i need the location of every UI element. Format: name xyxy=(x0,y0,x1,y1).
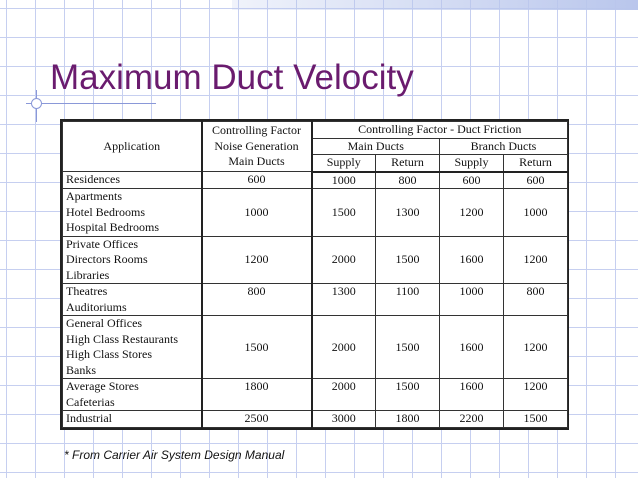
main-return-cell: 1800 xyxy=(376,411,440,428)
branch-supply-cell: 1000 xyxy=(440,284,504,316)
noise-header-line: Controlling Factor xyxy=(212,123,301,138)
velocity-table xyxy=(62,121,568,428)
main-supply-header: Supply xyxy=(312,155,376,172)
main-supply-cell: 1500 xyxy=(312,189,376,237)
application-cell xyxy=(63,284,202,316)
application-line: Banks xyxy=(66,362,96,377)
title-underline xyxy=(26,103,156,104)
application-line: Industrial xyxy=(66,411,112,426)
noise-cell: 1500 xyxy=(202,316,312,379)
application-cell xyxy=(63,172,202,189)
slide-title: Maximum Duct Velocity xyxy=(50,58,414,97)
application-line: Average Stores xyxy=(66,379,139,394)
branch-return-cell: 1200 xyxy=(504,316,568,379)
branch-return-header: Return xyxy=(504,155,568,172)
noise-cell: 2500 xyxy=(202,411,312,428)
noise-cell: 1200 xyxy=(202,236,312,284)
branch-supply-header: Supply xyxy=(440,155,504,172)
branch-supply-cell: 1600 xyxy=(440,316,504,379)
branch-return-cell: 600 xyxy=(504,172,568,189)
main-supply-cell: 2000 xyxy=(312,316,376,379)
table-row xyxy=(63,189,568,237)
table-row xyxy=(63,172,568,189)
table-row xyxy=(63,284,568,316)
main-return-cell: 1300 xyxy=(376,189,440,237)
noise-cell: 600 xyxy=(202,172,312,189)
main-supply-cell: 3000 xyxy=(312,411,376,428)
main-supply-cell: 2000 xyxy=(312,236,376,284)
main-return-cell: 1100 xyxy=(376,284,440,316)
main-return-header: Return xyxy=(376,155,440,172)
application-line: Cafeterias xyxy=(66,394,115,409)
source-footnote: * From Carrier Air System Design Manual xyxy=(64,448,285,462)
application-line: General Offices xyxy=(66,316,143,331)
application-cell xyxy=(63,411,202,428)
main-supply-cell: 1000 xyxy=(312,172,376,189)
branch-supply-cell: 1200 xyxy=(440,189,504,237)
application-line: Apartments xyxy=(66,189,122,204)
branch-return-cell: 800 xyxy=(504,284,568,316)
duct-friction-header: Controlling Factor - Duct Friction xyxy=(312,122,568,139)
top-decor-band xyxy=(232,0,638,10)
main-ducts-header: Main Ducts xyxy=(312,138,440,155)
table-row xyxy=(63,379,568,411)
application-cell xyxy=(63,316,202,379)
branch-return-cell: 1500 xyxy=(504,411,568,428)
table-row xyxy=(63,411,568,428)
application-cell xyxy=(63,236,202,284)
application-line: Libraries xyxy=(66,267,110,282)
branch-supply-cell: 1600 xyxy=(440,236,504,284)
main-supply-cell: 1300 xyxy=(312,284,376,316)
application-line: Private Offices xyxy=(66,236,139,251)
velocity-table-container xyxy=(60,119,569,430)
main-return-cell: 1500 xyxy=(376,316,440,379)
branch-ducts-header: Branch Ducts xyxy=(440,138,568,155)
application-line: Auditoriums xyxy=(66,299,127,314)
application-line: High Class Restaurants xyxy=(66,331,178,346)
branch-supply-cell: 600 xyxy=(440,172,504,189)
application-cell xyxy=(63,379,202,411)
branch-return-cell: 1200 xyxy=(504,379,568,411)
table-row xyxy=(63,236,568,284)
title-decor-circle xyxy=(31,98,42,109)
application-line: High Class Stores xyxy=(66,347,153,362)
noise-cell: 800 xyxy=(202,284,312,316)
application-line: Directors Rooms xyxy=(66,252,148,267)
application-line: Theatres xyxy=(66,284,108,299)
noise-cell: 1000 xyxy=(202,189,312,237)
application-line: Hotel Bedrooms xyxy=(66,204,145,219)
application-line: Hospital Bedrooms xyxy=(66,220,159,235)
application-header: Application xyxy=(63,122,202,172)
main-supply-cell: 2000 xyxy=(312,379,376,411)
noise-header-line: Noise Generation xyxy=(214,138,299,153)
branch-return-cell: 1000 xyxy=(504,189,568,237)
branch-supply-cell: 2200 xyxy=(440,411,504,428)
main-return-cell: 1500 xyxy=(376,379,440,411)
noise-cell: 1800 xyxy=(202,379,312,411)
branch-supply-cell: 1600 xyxy=(440,379,504,411)
main-return-cell: 800 xyxy=(376,172,440,189)
branch-return-cell: 1200 xyxy=(504,236,568,284)
table-row xyxy=(63,316,568,379)
noise-generation-header xyxy=(202,122,312,172)
noise-header-line: Main Ducts xyxy=(228,154,285,169)
application-line: Residences xyxy=(66,172,120,187)
application-cell xyxy=(63,189,202,237)
main-return-cell: 1500 xyxy=(376,236,440,284)
